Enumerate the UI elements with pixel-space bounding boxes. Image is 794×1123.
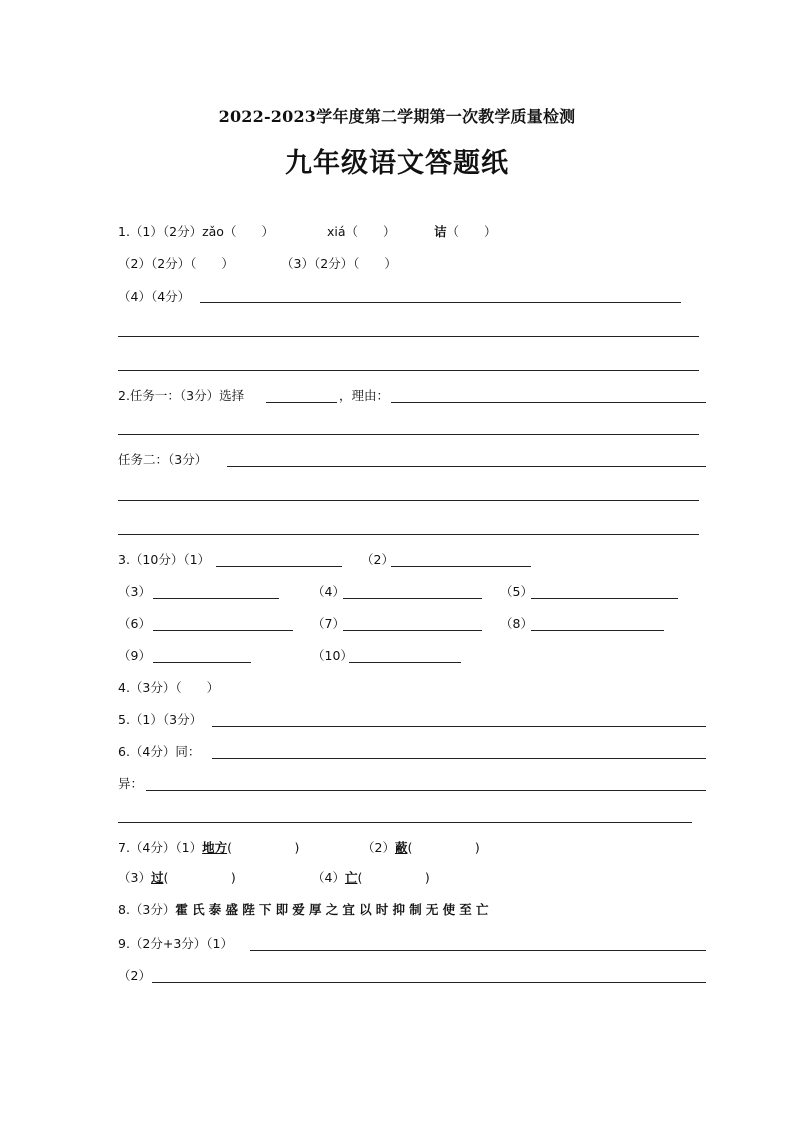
q7-paren4: ( ) [357, 870, 430, 885]
q3-n10: （10） [312, 648, 353, 663]
answer-line[interactable] [146, 790, 706, 791]
answer-line[interactable] [250, 950, 706, 951]
q1-char: 诘 [434, 224, 447, 239]
answer-line[interactable] [118, 434, 699, 435]
q6-diff: 异： [118, 776, 144, 791]
q1-sub4: （4）（4分） [118, 289, 191, 304]
q3-n2: （2） [361, 552, 394, 567]
q8-sentence: 霍氏泰盛陛下即爱厚之宜以时抑制无使至亡 [175, 902, 493, 917]
answer-line[interactable] [391, 566, 531, 567]
answer-line[interactable] [391, 402, 706, 403]
answer-line[interactable] [153, 630, 293, 631]
q7-word2: 蔽 [394, 840, 408, 855]
q3-n3: （3） [118, 584, 151, 599]
exam-subtitle: 2022-2023学年度第二学期第一次教学质量检测 [218, 107, 576, 126]
answer-line[interactable] [216, 566, 342, 567]
q6-same: 6.（4分）同： [118, 744, 201, 759]
q3-n4: （4） [312, 584, 345, 599]
q7-word1: 地方 [202, 840, 228, 855]
answer-line[interactable] [118, 336, 699, 337]
q2-task1-choose: 2.任务一：（3分）选择 [118, 388, 245, 403]
q3-n9: （9） [118, 648, 151, 663]
answer-line[interactable] [200, 302, 681, 303]
answer-line[interactable] [212, 726, 706, 727]
q8-lead: 8.（3分） [118, 902, 176, 917]
q4-text: 4.（3分）（ ） [118, 680, 220, 695]
answer-line[interactable] [531, 598, 678, 599]
q8-row [118, 902, 493, 918]
q7-item1 [118, 840, 299, 856]
q7-n4: （4） [312, 870, 345, 885]
q9-lead: 9.（2分+3分）（1） [118, 936, 234, 951]
answer-line[interactable] [152, 982, 706, 983]
q5-text: 5.（1）（3分） [118, 712, 203, 727]
q3-n6: （6） [118, 616, 151, 631]
q1-char-jie [434, 224, 497, 240]
answer-line[interactable] [343, 630, 482, 631]
q1-sub2: （2）（2分）（ ） [118, 256, 234, 271]
q7-n2: （2） [362, 840, 395, 855]
answer-line[interactable] [153, 598, 279, 599]
answer-line[interactable] [227, 466, 706, 467]
q7-item2 [362, 840, 480, 856]
q9-n2: （2） [118, 968, 151, 983]
q7-lead: 7.（4分）（1） [118, 840, 203, 855]
q7-paren1: ( ) [227, 840, 300, 855]
answer-line[interactable] [343, 598, 482, 599]
answer-line[interactable] [118, 500, 699, 501]
answer-sheet-title: 九年级语文答题纸 [285, 148, 509, 179]
q1-pinyin-zao: 1.（1）（2分）zǎo（ ） [118, 224, 274, 239]
q3-n8: （8） [500, 616, 533, 631]
answer-line[interactable] [212, 758, 706, 759]
answer-line[interactable] [118, 822, 692, 823]
q7-item3 [118, 870, 236, 886]
answer-line[interactable] [349, 662, 461, 663]
q7-item4 [312, 870, 430, 886]
q7-word4: 亡 [344, 870, 358, 885]
q3-n7: （7） [312, 616, 345, 631]
q3-lead: 3.（10分）（1） [118, 552, 211, 567]
q3-n5: （5） [500, 584, 533, 599]
answer-line[interactable] [118, 370, 699, 371]
q1-pinyin-xia: xiá（ ） [327, 224, 396, 239]
q2-task1-reason: ，理由： [339, 388, 390, 403]
q7-paren3: ( ) [163, 870, 236, 885]
q7-n3: （3） [118, 870, 151, 885]
q2-task2: 任务二：（3分） [118, 452, 208, 467]
q1-char-paren: （ ） [446, 224, 497, 239]
answer-line[interactable] [531, 630, 664, 631]
answer-line[interactable] [266, 402, 337, 403]
q1-sub3: （3）（2分）（ ） [281, 256, 397, 271]
q7-paren2: ( ) [407, 840, 480, 855]
q7-word3: 过 [150, 870, 164, 885]
answer-line[interactable] [118, 534, 699, 535]
answer-line[interactable] [153, 662, 251, 663]
